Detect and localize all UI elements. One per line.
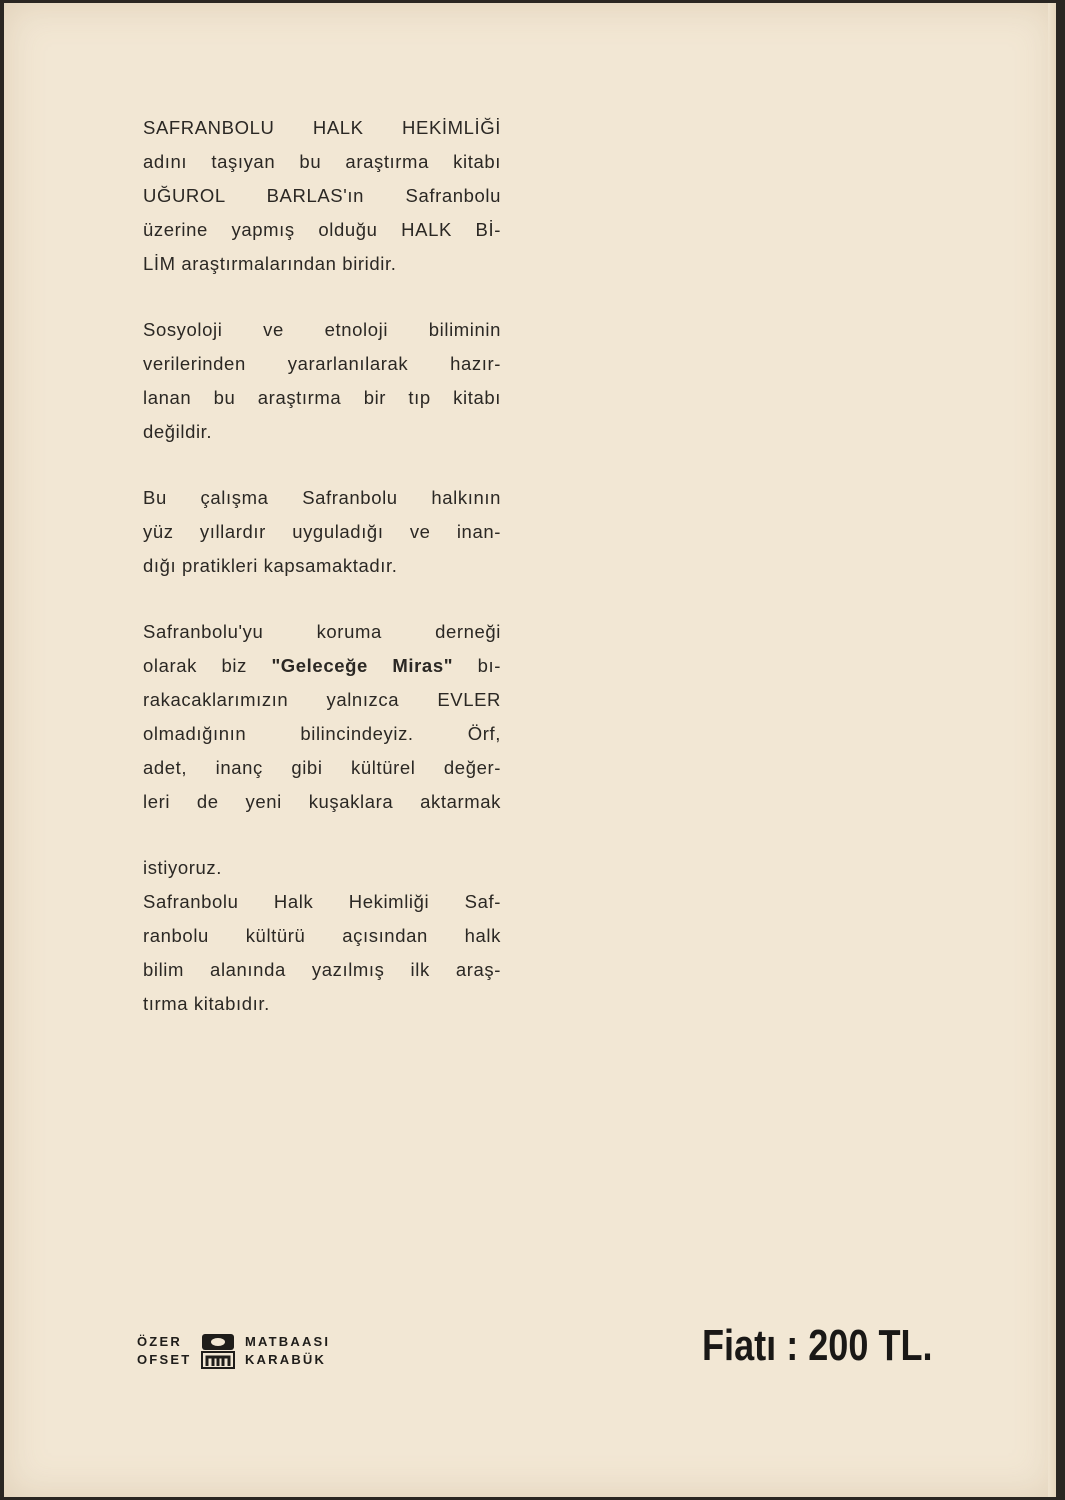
- text-line: istiyoruz.: [143, 857, 222, 878]
- text-line: ranbolu kültürü açısından halk: [143, 925, 501, 946]
- paragraph-closing: [143, 851, 501, 1021]
- text-line: rakacaklarımızın yalnızca EVLER: [143, 689, 501, 710]
- text-fragment: olarak biz: [143, 655, 247, 676]
- text-line: üzerine yapmış olduğu HALK Bİ-: [143, 219, 501, 240]
- printer-right-top: MATBAASI: [244, 1334, 331, 1349]
- text-line: dığı pratikleri kapsamaktadır.: [143, 555, 398, 576]
- text-line: Safranbolu Halk Hekimliği Saf-: [143, 891, 501, 912]
- printer-left-top: ÖZER: [137, 1334, 182, 1349]
- printer-left-bottom: OFSET: [137, 1352, 192, 1367]
- text-line: olmadığının bilincindeyiz. Örf,: [143, 723, 501, 744]
- page-edge: [1048, 3, 1056, 1497]
- text-line: Sosyoloji ve etnoloji biliminin: [143, 319, 501, 340]
- paragraph-practices: [143, 481, 501, 583]
- text-line: Bu çalışma Safranbolu halkının: [143, 487, 501, 508]
- text-line: SAFRANBOLU HALK HEKİMLİĞİ: [143, 117, 501, 138]
- printer-name-right: [245, 1333, 330, 1369]
- text-line: değildir.: [143, 421, 213, 442]
- text-line: adını taşıyan bu araştırma kitabı: [143, 151, 501, 172]
- back-cover-page: [4, 3, 1056, 1497]
- printer-right-bottom: KARABÜK: [244, 1352, 327, 1367]
- emphasis-text: "Geleceğe Miras": [271, 655, 454, 676]
- text-line: Safranbolu'yu koruma derneği: [143, 621, 501, 642]
- printer-monogram-icon: [200, 1333, 236, 1369]
- price-label: Fiatı : 200 TL.: [702, 1321, 933, 1370]
- text-fragment: bı-: [477, 655, 501, 676]
- text-line: leri de yeni kuşaklara aktarmak: [143, 791, 501, 812]
- printer-imprint: [137, 1333, 330, 1369]
- printer-name-left: [137, 1333, 191, 1369]
- paragraph-association: [143, 615, 501, 819]
- text-line: bilim alanında yazılmış ilk araş-: [143, 959, 501, 980]
- text-line: verilerinden yararlanılarak hazır-: [143, 353, 501, 374]
- paragraph-sociology: [143, 313, 501, 449]
- text-line: lanan bu araştırma bir tıp kitabı: [143, 387, 501, 408]
- text-line-emphasis: [143, 649, 501, 683]
- text-line: adet, inanç gibi kültürel değer-: [143, 757, 501, 778]
- paragraph-intro: [143, 111, 501, 281]
- text-line: tırma kitabıdır.: [143, 993, 270, 1014]
- back-cover-text: [143, 111, 501, 1021]
- text-line: yüz yıllardır uyguladığı ve inan-: [143, 521, 501, 542]
- text-line: UĞUROL BARLAS'ın Safranbolu: [143, 185, 501, 206]
- text-line: LİM araştırmalarından biridir.: [143, 253, 397, 274]
